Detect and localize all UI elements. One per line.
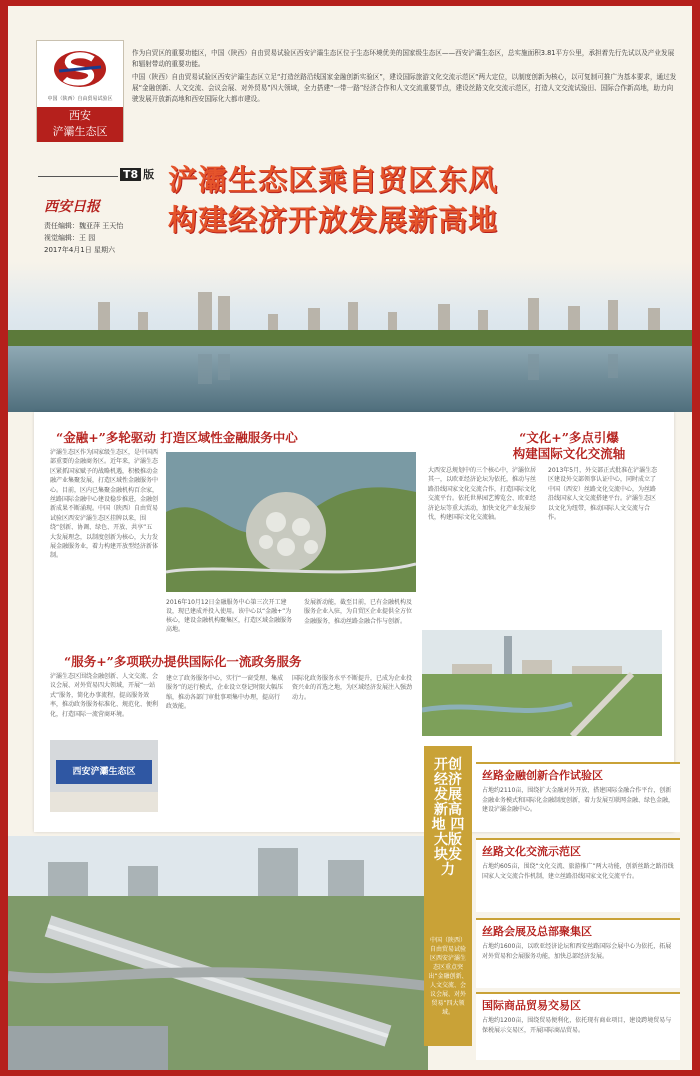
culture-title-line-2: 构建国际文化交流轴 — [512, 446, 626, 461]
section-title: 丝路文化交流示范区 — [482, 845, 581, 858]
section-body: 占地约2110亩，围绕扩大金融对外开放，搭建国际金融合作平台，创新金融业务模式和国际化金融制度创新，着力发展互联网金融、绿色金融，建设浐灞金融中心。 — [482, 787, 675, 813]
service-column-1: 浐灞生态区围绕金融创新、人文交流、会议会展、对外贸易四大领域，开展“一站式”服务，简化办事流程，提高服务效率，推动政务服务标准化、规范化、便利化，打造国际一流营商环境。 — [50, 673, 158, 718]
editor-credit: 责任编辑：魏亚萍 王天怡 — [44, 222, 124, 230]
intro-text — [132, 48, 678, 107]
credits — [44, 220, 123, 256]
section-finance-zone — [476, 762, 680, 832]
logo-district: 浐灞生态区 — [52, 125, 108, 138]
sidebar-banner-sub: 中国（陕西）自由贸易试验区西安浐灞生态区重点突出“金融创新、人文交流、会议会展、对外贸易”四大领域。 — [428, 937, 468, 1016]
section-culture-zone — [476, 838, 680, 912]
culture-column-1: 大西安总规划中的三个核心中，浐灞位居其一，以欧亚经济论坛为依托，推动与丝路沿线国家文化交流合作，打造国际文化交流平台。依托世界园艺博览会、欧亚经济论坛等重大活动，加快文化产业发展步伐，构建国际文化交流轴。 — [428, 467, 537, 522]
section-trade-zone — [476, 992, 680, 1060]
section-title: 丝路会展及总部聚集区 — [482, 925, 592, 938]
logo-district-box — [37, 107, 123, 142]
sidebar-banner-title: 开创经济发展新高地 四大版块发力 — [431, 757, 465, 878]
headline-line-2: 构建经济开放发展新高地 — [168, 203, 499, 237]
page-badge: T8 — [120, 168, 141, 181]
section-body: 占地约605亩，围绕“文化交流、旅游推广”两大功能，创新丝路之路沿线国家人文交流合作机制，建立丝路沿线国家文化交流平台。 — [482, 863, 674, 880]
service-sign: 西安浐灞生态区 — [56, 760, 152, 784]
finance-title: “金融+”多轮驱动 打造区域性金融服务中心 — [56, 430, 298, 445]
culture-column-2: 2013年5月，外交部正式批准在浐灞生态区建设外交部领事认证中心，同时成立了中国（西安）丝路文化交流中心，为丝路沿线国家人文交流搭建平台。浐灞生态区以文化为纽带，推动国际人文交流与合作。 — [548, 467, 658, 522]
main-headline — [168, 160, 668, 260]
logo-tagline: 中国（陕西）自由贸易试验区 — [47, 96, 113, 102]
section-expo-zone — [476, 918, 680, 988]
designer-credit: 视觉编辑：王 园 — [44, 234, 96, 242]
finance-photo-caption: 2016年10月12日金融服务中心第三次开工建设，现已建成并投入使用。该中心以“金融+”为核心，建设金融机构聚集区，打造区域金融服务高地。 — [166, 599, 293, 633]
issue-date: 2017年4月1日 星期六 — [44, 246, 115, 254]
headline-line-1: 浐灞生态区乘自贸区东风 — [168, 163, 499, 197]
district-logo — [36, 40, 124, 142]
finance-column-1: 浐灞生态区作为国家级生态区，是中国西部重要的金融商务区。近年来，浐灞生态区紧抓国家赋予的战略机遇，积极推动金融产业集聚发展，打造区域性金融服务中心。目前，区内已集聚金融机构百余家，丝路国际金融中心建设稳步推进，金融创新成果不断涌现。中国（陕西）自由贸易试验区西安浐灞生态区挂牌以来，围绕“创新、协调、绿色、开放、共享”五大发展理念，以制度创新为核心，大力发展金融服务业，着力构建开放型经济新体制。 — [50, 449, 158, 560]
culture-aerial-photo — [422, 630, 662, 736]
section-body: 占地约1600亩，以欧亚经济论坛和西安丝路国际会展中心为依托，拓展对外贸易和会展服务功能，加快总部经济发展。 — [482, 943, 672, 960]
paper-name: 西安日报 — [44, 199, 100, 215]
section-body: 占地约1200亩，围绕贸易便利化，依托现有商业项目，建设跨境贸易与保税展示交易区，开展国际商品贸易。 — [482, 1017, 672, 1034]
service-column-2: 建立了政务服务中心，实行“一窗受理、集成服务”的运行模式，企业设立登记时限大幅压缩，推动各部门审批事项集中办理，提高行政效能。 — [166, 675, 284, 711]
finance-aerial-photo — [166, 452, 416, 592]
section-title: 丝路金融创新合作试验区 — [482, 769, 603, 782]
service-counter — [50, 792, 158, 812]
intro-section — [28, 32, 678, 144]
skyline-photo — [8, 262, 692, 412]
intro-paragraph-1: 作为自贸区的重要功能区，中国（陕西）自由贸易试验区西安浐灞生态区位于生态环境优美的国家级生态区——西安浐灞生态区，总实施面积3.81平方公里，承担着先行先试以及产业发展和辐射带动的重要功能。 — [132, 49, 675, 68]
service-hall-photo — [50, 740, 158, 812]
page-suffix: 版 — [143, 168, 155, 181]
logo-city: 西安 — [69, 109, 91, 122]
s-logo-icon — [53, 49, 107, 89]
finance-column-3: 发展新动能，截至目前，已有金融机构及服务企业入驻，为自贸区企业提供全方位金融服务，推动丝路金融合作与创新。 — [304, 599, 413, 625]
page-number — [120, 166, 154, 182]
culture-title-line-1: “文化+”多点引爆 — [519, 430, 619, 445]
intro-paragraph-2: 中国（陕西）自由贸易试验区西安浐灞生态区立足“打造丝路沿线国家金融创新实验区”，建设国际旅游文化交流示范区“两大定位，以制度创新为核心，以可复制可推广为基本要求，通过发展“金融创新、人文交流、会议会展、对外贸易”四大领域，全力搭建“一带一路”经济合作和人文交流重要节点，建设丝路文化交流示范区，打造人文交流试验田、国际合作新高地，助力向驶发展开放新高地和西安国际化大都市建设。 — [132, 73, 677, 103]
bottom-city-photo — [8, 836, 428, 1070]
service-title: “服务+”多项联办提供国际化一流政务服务 — [64, 654, 302, 669]
masthead-rule — [38, 176, 118, 177]
sidebar-banner — [424, 746, 472, 1046]
service-column-3: 国际化政务服务水平不断提升，已成为企业投资兴业的首选之地，为区域经济发展注入强劲动力。 — [292, 675, 413, 701]
section-title: 国际商品贸易交易区 — [482, 999, 581, 1012]
